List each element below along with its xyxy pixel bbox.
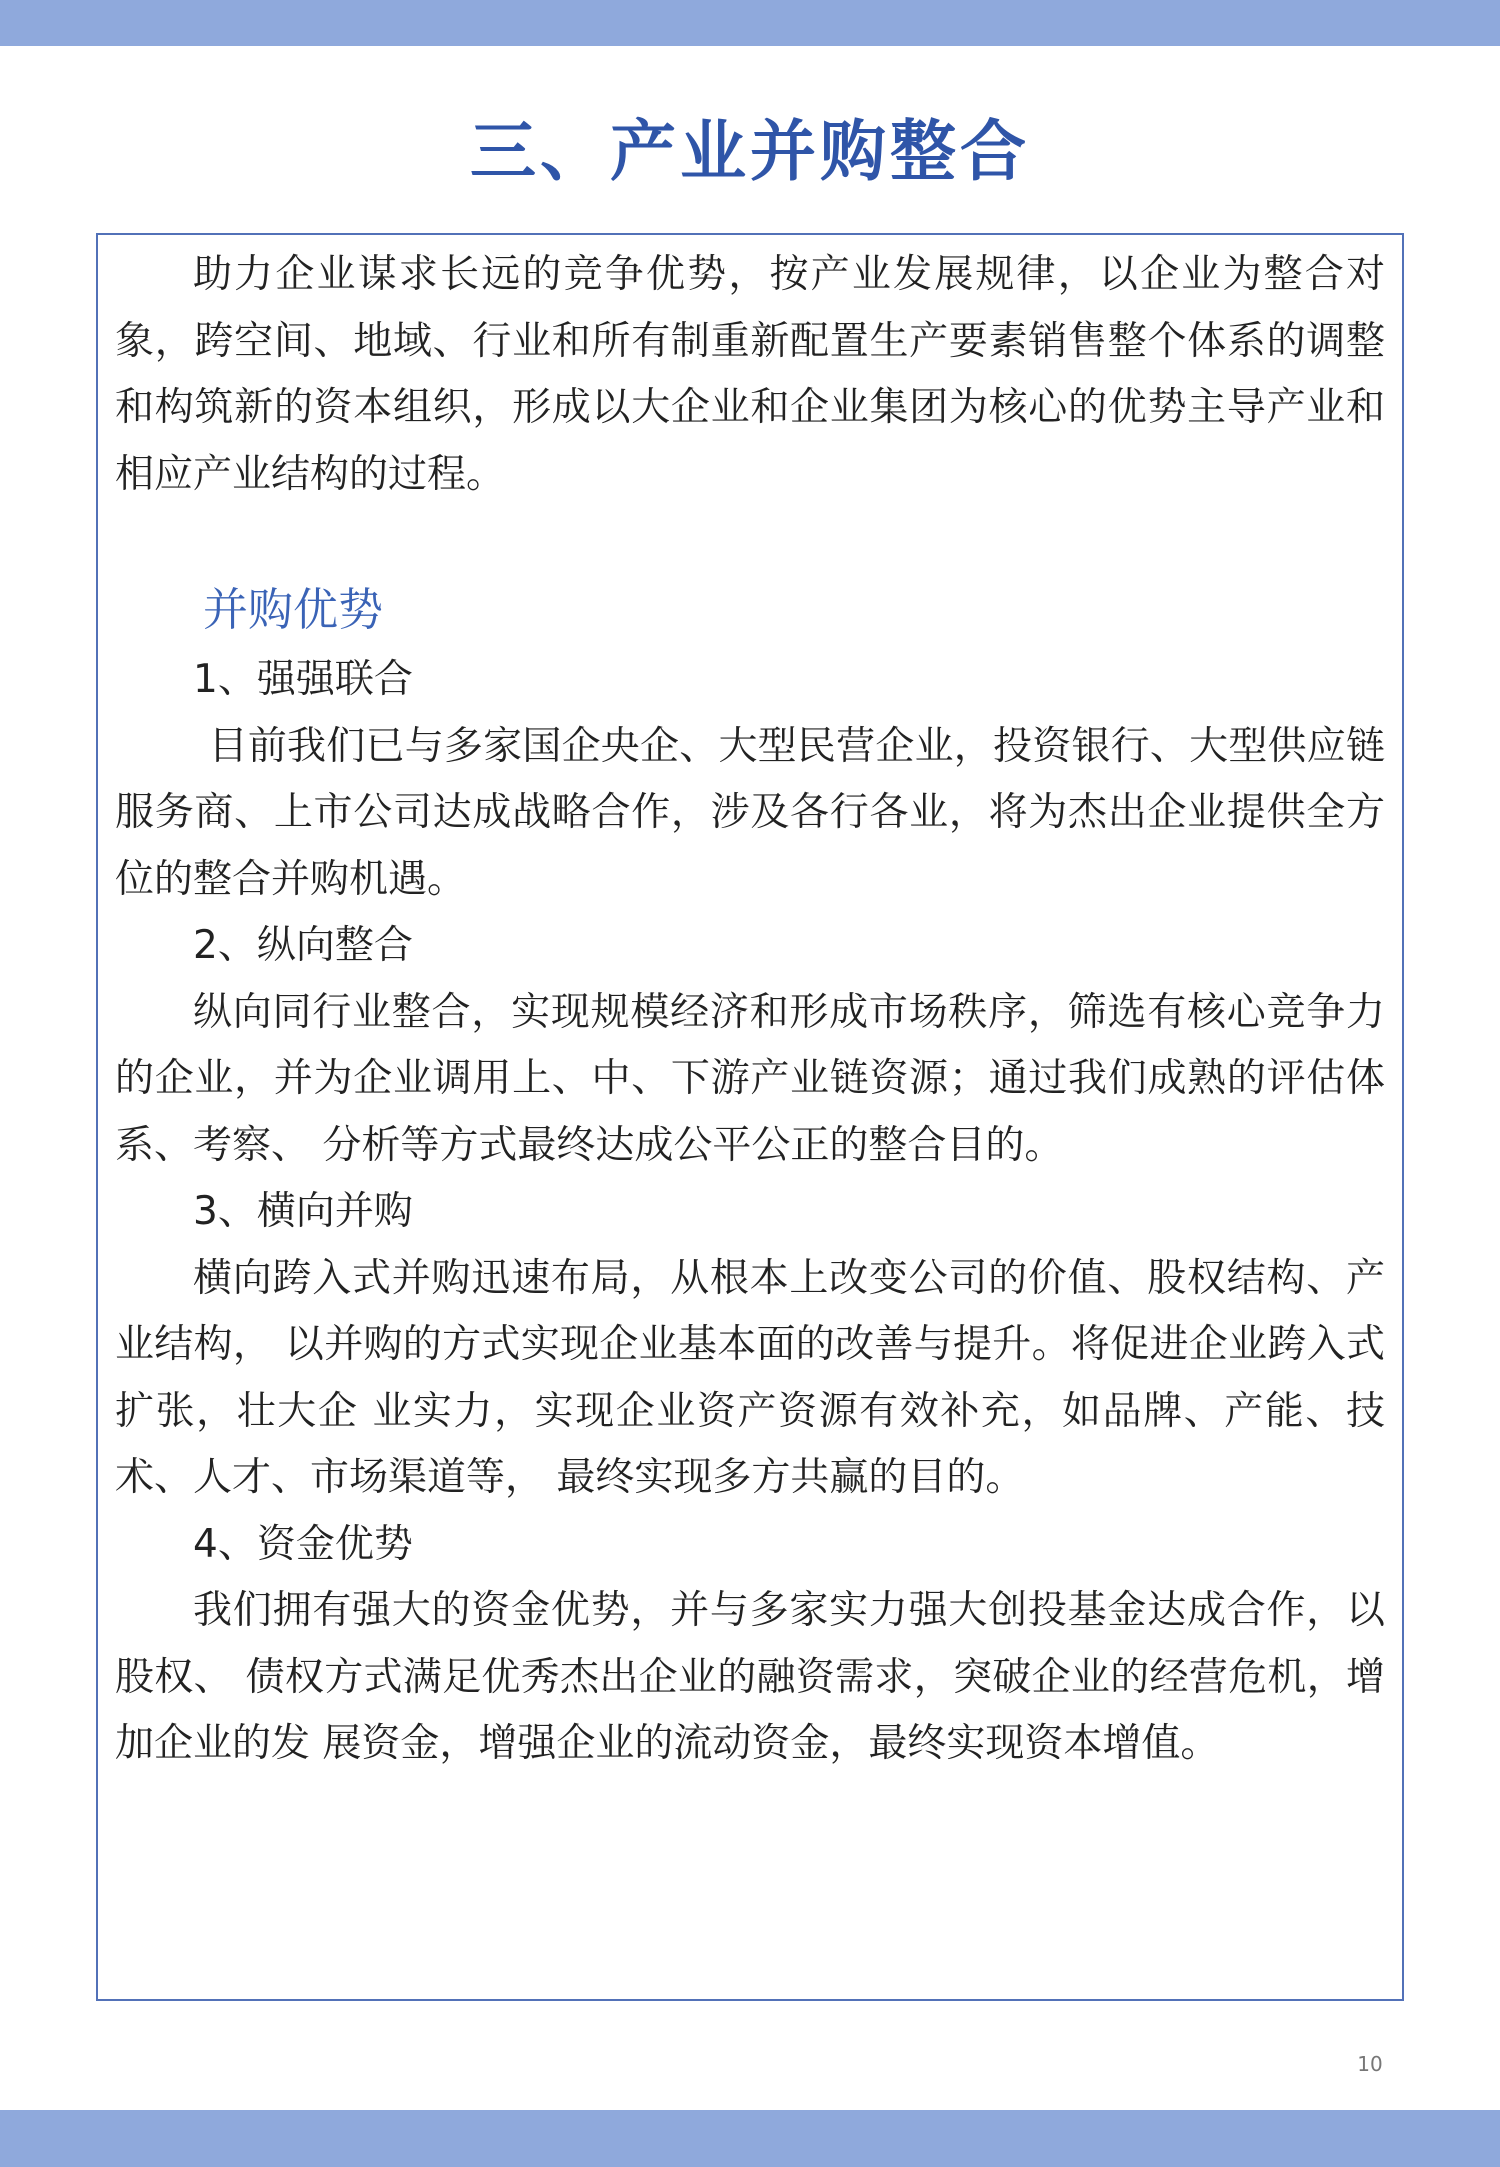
item-title: 4、资金优势	[193, 1521, 413, 1567]
intro-paragraph: 助力企业谋求长远的竞争优势，按产业发展规律，以企业为整合对象，跨空间、地域、行业和所有制重新配置生产要素销售整个体系的调整和构筑新的资本组织，形成以大企业和企业集团为核心的优势主导产业和相应产业结构的过程。	[115, 252, 1385, 497]
item-body: 纵向同行业整合，实现规模经济和形成市场秩序，筛选有核心竞争力的企业，并为企业调用上、中、下游产业链资源；通过我们成熟的评估体系、考察、 分析等方式最终达成公平公正的整合目的。	[115, 989, 1385, 1168]
bottom-band	[0, 2110, 1500, 2167]
top-band	[0, 0, 1500, 46]
content-body	[115, 242, 1385, 1778]
item-title: 1、强强联合	[193, 657, 413, 702]
item-title: 2、纵向整合	[193, 923, 413, 968]
page-title: 三、产业并购整合	[470, 113, 1030, 190]
item-body: 横向跨入式并购迅速布局，从根本上改变公司的价值、股权结构、产业结构， 以并购的方式实现企业基本面的改善与提升。将促进企业跨入式扩张，壮大企 业实力，实现企业资产资源有效补充，如品牌、产能、技术、人才、市场渠道等， 最终实现多方共赢的目的。	[115, 1255, 1385, 1500]
item-body: 我们拥有强大的资金优势，并与多家实力强大创投基金达成合作，以股权、 债权方式满足优秀杰出企业的融资需求，突破企业的经营危机，增加企业的发 展资金，增强企业的流动资金，最终实现资本增值。	[115, 1588, 1385, 1766]
page-number: 10	[1357, 2052, 1383, 2076]
item-body: 目前我们已与多家国企央企、大型民营企业，投资银行、大型供应链服务商、上市公司达成战略合作，涉及各行各业，将为杰出企业提供全方位的整合并购机遇。	[115, 723, 1385, 902]
section-heading: 并购优势	[203, 583, 384, 636]
item-title: 3、横向并购	[193, 1189, 413, 1234]
